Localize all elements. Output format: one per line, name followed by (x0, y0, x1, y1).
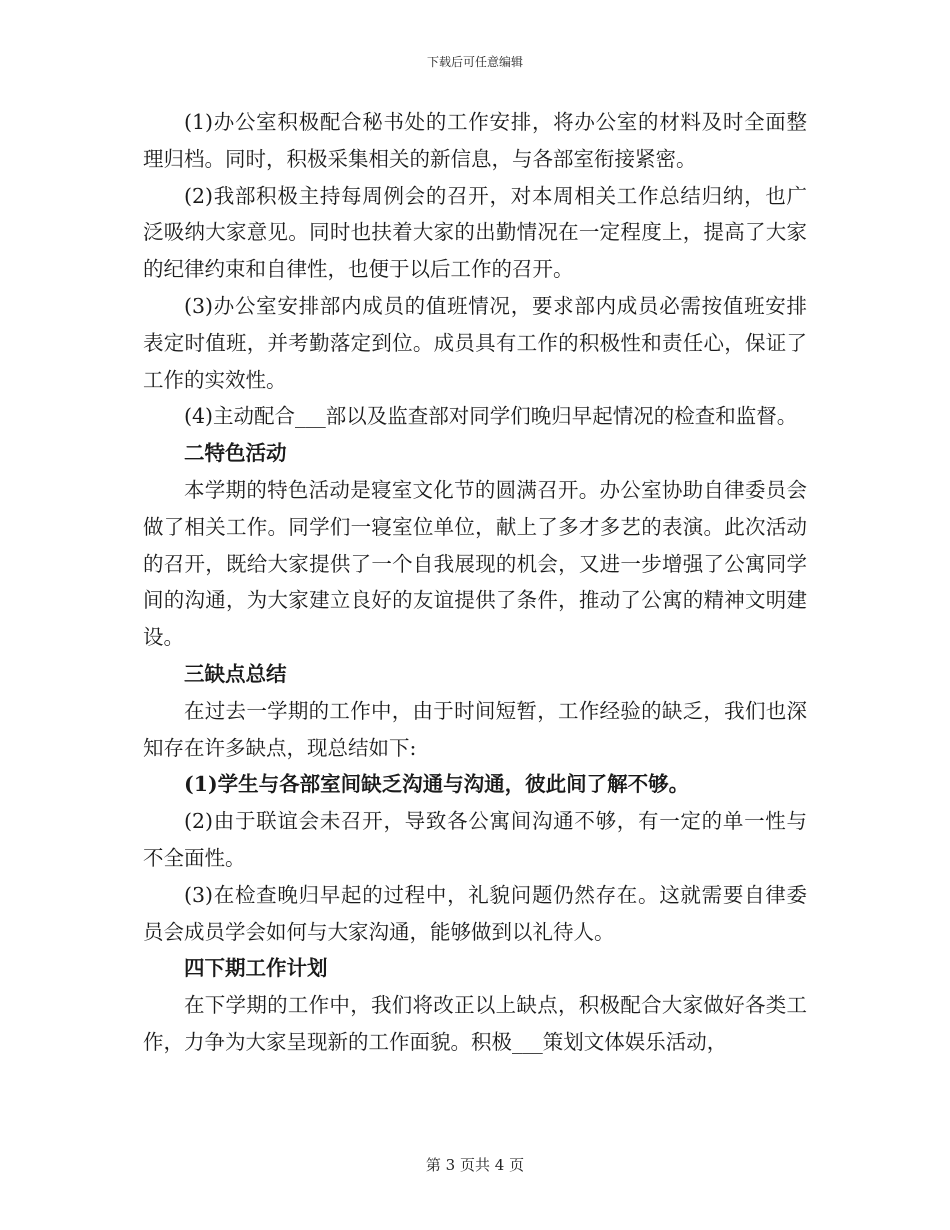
page-footer: 第 3 页共 4 页 (425, 1156, 525, 1174)
paragraph-office-archiving: (1)办公室积极配合秘书处的工作安排，将办公室的材料及时全面整理归档。同时，积极采集相关的新信息，与各部室衔接紧密。 (143, 110, 807, 171)
paragraph-dorm-culture-festival: 本学期的特色活动是寝室文化节的圆满召开。办公室协助自律委员会做了相关工作。同学们一寝室位单位，献上了多才多艺的表演。此次活动的召开，既给大家提供了一个自我展现的机会，又进一步增强了公寓同学间的沟通，为大家建立良好的友谊提供了条件，推动了公寓的精神文明建设。 (143, 477, 807, 650)
paragraph-shortcoming-courtesy: (3)在检查晚归早起的过程中，礼貌问题仍然存在。这就需要自律委员会成员学会如何与大家沟通，能够做到以礼待人。 (143, 882, 807, 944)
paragraph-duty-roster: (3)办公室安排部内成员的值班情况，要求部内成员必需按值班安排表定时值班，并考勤落定到位。成员具有工作的积极性和责任心，保证了工作的实效性。 (143, 293, 807, 392)
section-heading-next-term-plan: 四下期工作计划 (184, 956, 328, 981)
paragraph-shortcoming-communication: (1)学生与各部室间缺乏沟通与沟通，彼此间了解不够。 (184, 772, 690, 797)
paragraph-inspection-cooperation: (4)主动配合___部以及监查部对同学们晚归早起情况的检查和监督。 (184, 404, 798, 429)
paragraph-shortcomings-intro: 在过去一学期的工作中，由于时间短暂，工作经验的缺乏，我们也深知存在许多缺点，现总结如下: (143, 698, 807, 760)
paragraph-next-term-plan: 在下学期的工作中，我们将改正以上缺点，积极配合大家做好各类工作，力争为大家呈现新的工作面貌。积极___策划文体娱乐活动， (143, 993, 807, 1054)
page-header: 下载后可任意编辑 (426, 55, 523, 69)
section-heading-shortcomings: 三缺点总结 (184, 661, 287, 686)
paragraph-weekly-meeting: (2)我部积极主持每周例会的召开，对本周相关工作总结归纳，也广泛吸纳大家意见。同时也扶着大家的出勤情况在一定程度上，提高了大家的纪律约束和自律性，也便于以后工作的召开。 (143, 183, 807, 282)
paragraph-shortcoming-social-event: (2)由于联谊会未召开，导致各公寓间沟通不够，有一定的单一性与不全面性。 (143, 809, 807, 870)
section-heading-special-activities: 二特色活动 (184, 441, 287, 466)
document-body (143, 104, 807, 1061)
